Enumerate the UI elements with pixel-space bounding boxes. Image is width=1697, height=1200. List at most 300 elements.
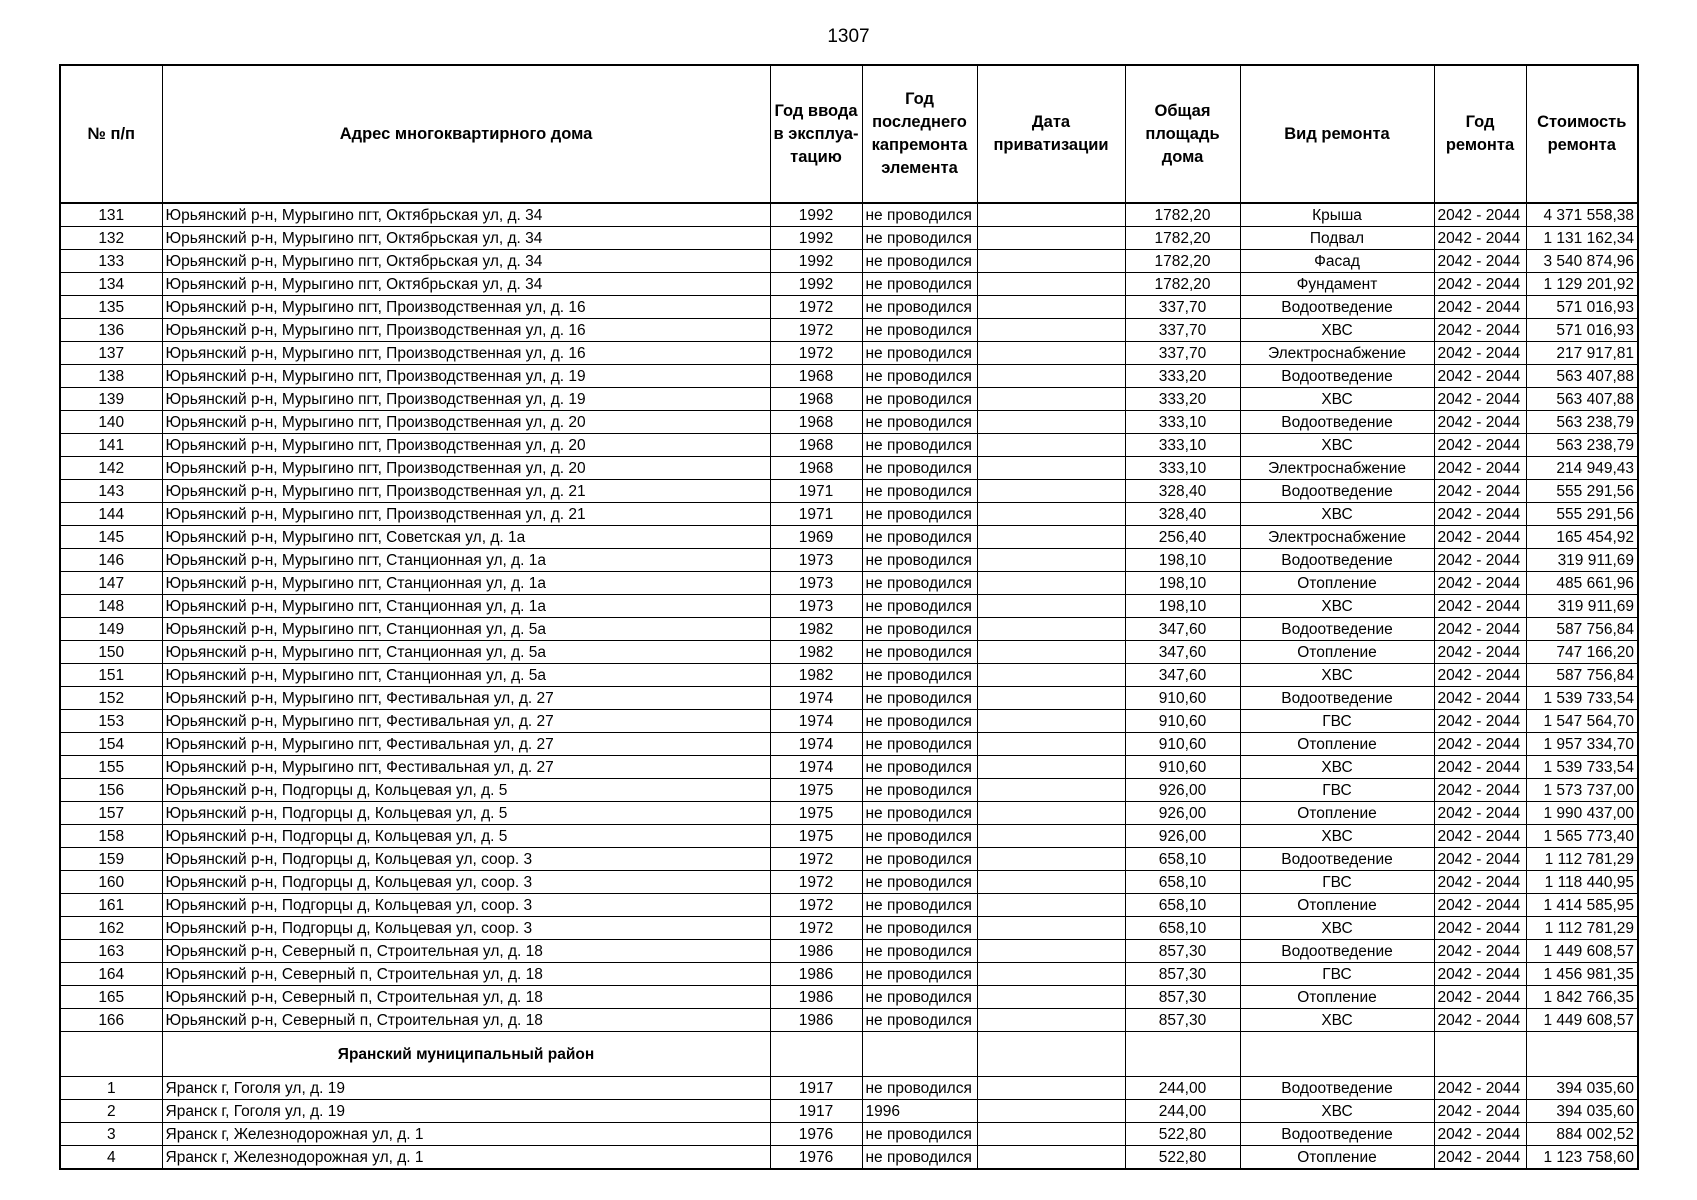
cell-cost: 1 123 758,60 (1526, 1146, 1638, 1170)
cell-privatization (977, 687, 1125, 710)
cell-area: 1782,20 (1125, 250, 1240, 273)
cell-year-built: 1972 (770, 319, 862, 342)
table-row (60, 457, 1638, 480)
table-row (60, 296, 1638, 319)
section-cell-empty (770, 1032, 862, 1077)
cell-num: 150 (60, 641, 162, 664)
cell-num: 152 (60, 687, 162, 710)
cell-year-built: 1973 (770, 595, 862, 618)
cell-privatization (977, 526, 1125, 549)
cell-last-repair: не проводился (862, 687, 977, 710)
cell-last-repair: не проводился (862, 319, 977, 342)
cell-year-built: 1982 (770, 664, 862, 687)
cell-area: 658,10 (1125, 848, 1240, 871)
cell-area: 857,30 (1125, 1009, 1240, 1032)
cell-num: 146 (60, 549, 162, 572)
cell-repair-year: 2042 - 2044 (1434, 825, 1526, 848)
cell-cost: 1 539 733,54 (1526, 756, 1638, 779)
cell-cost: 1 112 781,29 (1526, 917, 1638, 940)
cell-area: 244,00 (1125, 1100, 1240, 1123)
cell-repair-year: 2042 - 2044 (1434, 1009, 1526, 1032)
cell-repair-type: Водоотведение (1240, 848, 1434, 871)
section-cell-empty (862, 1032, 977, 1077)
table-row (60, 273, 1638, 296)
cell-address: Юрьянский р-н, Северный п, Строительная ул, д. 18 (162, 1009, 770, 1032)
cell-last-repair: не проводился (862, 549, 977, 572)
cell-privatization (977, 457, 1125, 480)
cell-cost: 563 407,88 (1526, 365, 1638, 388)
cell-address: Юрьянский р-н, Мурыгино пгт, Октябрьская ул, д. 34 (162, 227, 770, 250)
cell-area: 658,10 (1125, 917, 1240, 940)
cell-year-built: 1974 (770, 710, 862, 733)
cell-last-repair: не проводился (862, 227, 977, 250)
cell-address: Юрьянский р-н, Мурыгино пгт, Советская ул, д. 1а (162, 526, 770, 549)
cell-num: 134 (60, 273, 162, 296)
cell-privatization (977, 203, 1125, 227)
cell-area: 857,30 (1125, 963, 1240, 986)
cell-address: Юрьянский р-н, Мурыгино пгт, Станционная ул, д. 1а (162, 595, 770, 618)
cell-address: Юрьянский р-н, Мурыгино пгт, Производственная ул, д. 16 (162, 319, 770, 342)
cell-year-built: 1972 (770, 917, 862, 940)
cell-address: Юрьянский р-н, Подгорцы д, Кольцевая ул, д. 5 (162, 779, 770, 802)
table-row (60, 618, 1638, 641)
cell-repair-type: ХВС (1240, 756, 1434, 779)
cell-cost: 555 291,56 (1526, 503, 1638, 526)
cell-privatization (977, 227, 1125, 250)
cell-area: 926,00 (1125, 779, 1240, 802)
cell-privatization (977, 296, 1125, 319)
cell-repair-year: 2042 - 2044 (1434, 319, 1526, 342)
cell-cost: 1 456 981,35 (1526, 963, 1638, 986)
cell-cost: 563 407,88 (1526, 388, 1638, 411)
section-cell-empty (1125, 1032, 1240, 1077)
section-cell-empty (1434, 1032, 1526, 1077)
cell-repair-year: 2042 - 2044 (1434, 1077, 1526, 1100)
table-row (60, 963, 1638, 986)
cell-privatization (977, 825, 1125, 848)
section-cell-empty (1526, 1032, 1638, 1077)
cell-area: 333,10 (1125, 457, 1240, 480)
cell-last-repair: не проводился (862, 457, 977, 480)
cell-year-built: 1992 (770, 227, 862, 250)
cell-repair-year: 2042 - 2044 (1434, 595, 1526, 618)
cell-repair-type: Водоотведение (1240, 296, 1434, 319)
cell-repair-year: 2042 - 2044 (1434, 250, 1526, 273)
cell-year-built: 1976 (770, 1146, 862, 1170)
cell-year-built: 1972 (770, 848, 862, 871)
cell-privatization (977, 733, 1125, 756)
cell-num: 4 (60, 1146, 162, 1170)
cell-cost: 587 756,84 (1526, 664, 1638, 687)
cell-area: 198,10 (1125, 549, 1240, 572)
table-row (60, 641, 1638, 664)
cell-privatization (977, 411, 1125, 434)
cell-repair-year: 2042 - 2044 (1434, 986, 1526, 1009)
cell-year-built: 1982 (770, 618, 862, 641)
cell-last-repair: не проводился (862, 871, 977, 894)
cell-num: 139 (60, 388, 162, 411)
cell-last-repair: не проводился (862, 986, 977, 1009)
cell-area: 198,10 (1125, 595, 1240, 618)
cell-repair-type: ГВС (1240, 710, 1434, 733)
cell-year-built: 1972 (770, 871, 862, 894)
cell-year-built: 1972 (770, 296, 862, 319)
cell-address: Юрьянский р-н, Северный п, Строительная ул, д. 18 (162, 963, 770, 986)
cell-repair-year: 2042 - 2044 (1434, 894, 1526, 917)
cell-num: 143 (60, 480, 162, 503)
cell-cost: 1 118 440,95 (1526, 871, 1638, 894)
cell-repair-type: ГВС (1240, 871, 1434, 894)
cell-area: 333,20 (1125, 388, 1240, 411)
cell-cost: 3 540 874,96 (1526, 250, 1638, 273)
cell-privatization (977, 664, 1125, 687)
cell-last-repair: не проводился (862, 756, 977, 779)
col-header-last-repair: Год последнего капремонта элемента (862, 65, 977, 203)
table-row (60, 434, 1638, 457)
cell-num: 154 (60, 733, 162, 756)
cell-repair-type: ХВС (1240, 917, 1434, 940)
cell-num: 166 (60, 1009, 162, 1032)
cell-repair-year: 2042 - 2044 (1434, 618, 1526, 641)
cell-year-built: 1917 (770, 1077, 862, 1100)
cell-address: Юрьянский р-н, Мурыгино пгт, Станционная ул, д. 1а (162, 572, 770, 595)
cell-area: 333,20 (1125, 365, 1240, 388)
table-row (60, 940, 1638, 963)
cell-last-repair: не проводился (862, 411, 977, 434)
cell-address: Юрьянский р-н, Мурыгино пгт, Станционная ул, д. 5а (162, 641, 770, 664)
cell-repair-year: 2042 - 2044 (1434, 940, 1526, 963)
cell-area: 926,00 (1125, 802, 1240, 825)
cell-address: Юрьянский р-н, Мурыгино пгт, Октябрьская ул, д. 34 (162, 250, 770, 273)
col-header-address: Адрес многоквартирного дома (162, 65, 770, 203)
cell-repair-year: 2042 - 2044 (1434, 434, 1526, 457)
table-row (60, 365, 1638, 388)
table-row (60, 480, 1638, 503)
cell-area: 1782,20 (1125, 273, 1240, 296)
cell-area: 658,10 (1125, 894, 1240, 917)
cell-address: Юрьянский р-н, Мурыгино пгт, Фестивальная ул, д. 27 (162, 733, 770, 756)
table-row (60, 1100, 1638, 1123)
cell-year-built: 1975 (770, 779, 862, 802)
cell-address: Юрьянский р-н, Мурыгино пгт, Станционная ул, д. 5а (162, 664, 770, 687)
cell-last-repair: не проводился (862, 917, 977, 940)
cell-repair-type: ХВС (1240, 503, 1434, 526)
cell-area: 347,60 (1125, 641, 1240, 664)
cell-privatization (977, 1077, 1125, 1100)
col-header-year-built: Год ввода в эксплуа-тацию (770, 65, 862, 203)
col-header-repair-type: Вид ремонта (1240, 65, 1434, 203)
cell-year-built: 1968 (770, 365, 862, 388)
cell-num: 144 (60, 503, 162, 526)
cell-repair-type: Водоотведение (1240, 1077, 1434, 1100)
table-row (60, 388, 1638, 411)
cell-last-repair: не проводился (862, 779, 977, 802)
cell-repair-type: Отопление (1240, 1146, 1434, 1170)
cell-cost: 1 449 608,57 (1526, 1009, 1638, 1032)
cell-cost: 1 990 437,00 (1526, 802, 1638, 825)
cell-privatization (977, 802, 1125, 825)
cell-area: 926,00 (1125, 825, 1240, 848)
cell-address: Юрьянский р-н, Мурыгино пгт, Фестивальная ул, д. 27 (162, 710, 770, 733)
cell-privatization (977, 572, 1125, 595)
cell-address: Юрьянский р-н, Мурыгино пгт, Октябрьская ул, д. 34 (162, 273, 770, 296)
cell-address: Яранск г, Железнодорожная ул, д. 1 (162, 1123, 770, 1146)
table-row (60, 503, 1638, 526)
cell-address: Яранск г, Железнодорожная ул, д. 1 (162, 1146, 770, 1170)
table-row (60, 411, 1638, 434)
cell-num: 131 (60, 203, 162, 227)
cell-privatization (977, 871, 1125, 894)
cell-area: 522,80 (1125, 1146, 1240, 1170)
cell-address: Юрьянский р-н, Мурыгино пгт, Производственная ул, д. 20 (162, 434, 770, 457)
table-row (60, 1077, 1638, 1100)
cell-last-repair: не проводился (862, 848, 977, 871)
cell-cost: 319 911,69 (1526, 595, 1638, 618)
cell-privatization (977, 342, 1125, 365)
cell-num: 159 (60, 848, 162, 871)
cell-cost: 884 002,52 (1526, 1123, 1638, 1146)
table-row (60, 917, 1638, 940)
cell-repair-type: Отопление (1240, 572, 1434, 595)
cell-area: 910,60 (1125, 756, 1240, 779)
cell-repair-type: ХВС (1240, 664, 1434, 687)
cell-cost: 217 917,81 (1526, 342, 1638, 365)
cell-year-built: 1982 (770, 641, 862, 664)
cell-address: Юрьянский р-н, Мурыгино пгт, Станционная ул, д. 5а (162, 618, 770, 641)
cell-cost: 571 016,93 (1526, 296, 1638, 319)
cell-last-repair: не проводился (862, 940, 977, 963)
cell-last-repair: не проводился (862, 342, 977, 365)
cell-last-repair: не проводился (862, 250, 977, 273)
cell-privatization (977, 779, 1125, 802)
cell-address: Юрьянский р-н, Мурыгино пгт, Производственная ул, д. 19 (162, 388, 770, 411)
cell-repair-type: Отопление (1240, 733, 1434, 756)
cell-privatization (977, 388, 1125, 411)
cell-cost: 1 131 162,34 (1526, 227, 1638, 250)
cell-privatization (977, 917, 1125, 940)
table-row (60, 871, 1638, 894)
cell-num: 161 (60, 894, 162, 917)
cell-repair-year: 2042 - 2044 (1434, 710, 1526, 733)
cell-cost: 1 112 781,29 (1526, 848, 1638, 871)
cell-last-repair: не проводился (862, 825, 977, 848)
cell-year-built: 1986 (770, 940, 862, 963)
cell-area: 1782,20 (1125, 203, 1240, 227)
cell-cost: 1 449 608,57 (1526, 940, 1638, 963)
table-row (60, 848, 1638, 871)
cell-last-repair: не проводился (862, 664, 977, 687)
cell-area: 857,30 (1125, 986, 1240, 1009)
cell-address: Юрьянский р-н, Подгорцы д, Кольцевая ул, соор. 3 (162, 848, 770, 871)
cell-repair-year: 2042 - 2044 (1434, 756, 1526, 779)
cell-area: 244,00 (1125, 1077, 1240, 1100)
cell-repair-year: 2042 - 2044 (1434, 1100, 1526, 1123)
cell-year-built: 1969 (770, 526, 862, 549)
cell-year-built: 1986 (770, 1009, 862, 1032)
table-row (60, 1009, 1638, 1032)
cell-repair-type: Водоотведение (1240, 365, 1434, 388)
cell-year-built: 1992 (770, 250, 862, 273)
cell-cost: 1 573 737,00 (1526, 779, 1638, 802)
cell-address: Юрьянский р-н, Мурыгино пгт, Производственная ул, д. 21 (162, 480, 770, 503)
cell-last-repair: не проводился (862, 802, 977, 825)
table-row (60, 342, 1638, 365)
cell-cost: 319 911,69 (1526, 549, 1638, 572)
cell-cost: 1 565 773,40 (1526, 825, 1638, 848)
cell-address: Юрьянский р-н, Мурыгино пгт, Производственная ул, д. 19 (162, 365, 770, 388)
cell-privatization (977, 480, 1125, 503)
cell-last-repair: не проводился (862, 365, 977, 388)
cell-year-built: 1992 (770, 203, 862, 227)
header-row (60, 65, 1638, 203)
cell-address: Юрьянский р-н, Подгорцы д, Кольцевая ул, д. 5 (162, 802, 770, 825)
cell-cost: 165 454,92 (1526, 526, 1638, 549)
col-header-num: № п/п (60, 65, 162, 203)
cell-last-repair: не проводился (862, 894, 977, 917)
cell-num: 140 (60, 411, 162, 434)
cell-privatization (977, 986, 1125, 1009)
cell-last-repair: не проводился (862, 733, 977, 756)
cell-area: 333,10 (1125, 434, 1240, 457)
cell-area: 658,10 (1125, 871, 1240, 894)
table-row (60, 227, 1638, 250)
cell-cost: 4 371 558,38 (1526, 203, 1638, 227)
cell-year-built: 1986 (770, 986, 862, 1009)
cell-privatization (977, 894, 1125, 917)
cell-area: 333,10 (1125, 411, 1240, 434)
cell-privatization (977, 273, 1125, 296)
cell-area: 522,80 (1125, 1123, 1240, 1146)
cell-repair-year: 2042 - 2044 (1434, 963, 1526, 986)
cell-num: 142 (60, 457, 162, 480)
cell-num: 158 (60, 825, 162, 848)
cell-repair-year: 2042 - 2044 (1434, 365, 1526, 388)
cell-num: 151 (60, 664, 162, 687)
cell-repair-type: ГВС (1240, 963, 1434, 986)
table-row (60, 687, 1638, 710)
cell-num: 137 (60, 342, 162, 365)
cell-year-built: 1973 (770, 572, 862, 595)
cell-year-built: 1968 (770, 388, 862, 411)
cell-repair-type: Отопление (1240, 641, 1434, 664)
cell-year-built: 1976 (770, 1123, 862, 1146)
table-row (60, 802, 1638, 825)
cell-repair-type: Водоотведение (1240, 1123, 1434, 1146)
cell-num: 2 (60, 1100, 162, 1123)
cell-privatization (977, 848, 1125, 871)
cell-year-built: 1974 (770, 733, 862, 756)
table-row (60, 756, 1638, 779)
cell-last-repair: не проводился (862, 1077, 977, 1100)
cell-last-repair: не проводился (862, 963, 977, 986)
cell-year-built: 1972 (770, 342, 862, 365)
section-cell-empty (60, 1032, 162, 1077)
cell-privatization (977, 434, 1125, 457)
cell-last-repair: не проводился (862, 1146, 977, 1170)
cell-repair-type: Отопление (1240, 802, 1434, 825)
cell-repair-year: 2042 - 2044 (1434, 388, 1526, 411)
cell-address: Юрьянский р-н, Мурыгино пгт, Производственная ул, д. 20 (162, 411, 770, 434)
cell-address: Яранск г, Гоголя ул, д. 19 (162, 1100, 770, 1123)
cell-address: Юрьянский р-н, Мурыгино пгт, Производственная ул, д. 16 (162, 342, 770, 365)
cell-last-repair: 1996 (862, 1100, 977, 1123)
cell-area: 857,30 (1125, 940, 1240, 963)
cell-address: Юрьянский р-н, Подгорцы д, Кольцевая ул, соор. 3 (162, 871, 770, 894)
cell-repair-type: ХВС (1240, 319, 1434, 342)
cell-privatization (977, 756, 1125, 779)
cell-year-built: 1968 (770, 411, 862, 434)
cell-num: 138 (60, 365, 162, 388)
cell-cost: 747 166,20 (1526, 641, 1638, 664)
cell-repair-year: 2042 - 2044 (1434, 411, 1526, 434)
cell-year-built: 1975 (770, 825, 862, 848)
cell-repair-type: Водоотведение (1240, 549, 1434, 572)
cell-privatization (977, 641, 1125, 664)
cell-repair-type: Электроснабжение (1240, 457, 1434, 480)
cell-repair-type: Отопление (1240, 894, 1434, 917)
cell-cost: 563 238,79 (1526, 434, 1638, 457)
cell-year-built: 1986 (770, 963, 862, 986)
cell-address: Юрьянский р-н, Подгорцы д, Кольцевая ул, соор. 3 (162, 894, 770, 917)
cell-cost: 1 842 766,35 (1526, 986, 1638, 1009)
section-title: Яранский муниципальный район (162, 1032, 770, 1077)
cell-repair-year: 2042 - 2044 (1434, 802, 1526, 825)
cell-repair-year: 2042 - 2044 (1434, 296, 1526, 319)
cell-repair-year: 2042 - 2044 (1434, 687, 1526, 710)
cell-repair-year: 2042 - 2044 (1434, 848, 1526, 871)
cell-privatization (977, 1009, 1125, 1032)
cell-last-repair: не проводился (862, 434, 977, 457)
cell-num: 141 (60, 434, 162, 457)
cell-cost: 1 414 585,95 (1526, 894, 1638, 917)
cell-repair-year: 2042 - 2044 (1434, 1146, 1526, 1170)
cell-address: Юрьянский р-н, Мурыгино пгт, Производственная ул, д. 20 (162, 457, 770, 480)
cell-repair-type: ХВС (1240, 1009, 1434, 1032)
cell-cost: 1 547 564,70 (1526, 710, 1638, 733)
cell-address: Юрьянский р-н, Мурыгино пгт, Станционная ул, д. 1а (162, 549, 770, 572)
cell-repair-year: 2042 - 2044 (1434, 342, 1526, 365)
cell-num: 162 (60, 917, 162, 940)
cell-area: 337,70 (1125, 296, 1240, 319)
table-row (60, 250, 1638, 273)
cell-num: 147 (60, 572, 162, 595)
cell-repair-year: 2042 - 2044 (1434, 480, 1526, 503)
col-header-privatization: Дата приватизации (977, 65, 1125, 203)
cell-address: Юрьянский р-н, Мурыгино пгт, Производственная ул, д. 21 (162, 503, 770, 526)
cell-area: 910,60 (1125, 710, 1240, 733)
cell-repair-year: 2042 - 2044 (1434, 526, 1526, 549)
cell-privatization (977, 618, 1125, 641)
cell-repair-year: 2042 - 2044 (1434, 733, 1526, 756)
cell-area: 337,70 (1125, 342, 1240, 365)
table-row (60, 733, 1638, 756)
cell-repair-year: 2042 - 2044 (1434, 917, 1526, 940)
cell-address: Юрьянский р-н, Северный п, Строительная ул, д. 18 (162, 986, 770, 1009)
cell-address: Юрьянский р-н, Северный п, Строительная ул, д. 18 (162, 940, 770, 963)
cell-privatization (977, 319, 1125, 342)
cell-area: 328,40 (1125, 480, 1240, 503)
cell-repair-type: ХВС (1240, 825, 1434, 848)
cell-privatization (977, 1146, 1125, 1170)
page-number: 1307 (827, 26, 870, 47)
cell-area: 256,40 (1125, 526, 1240, 549)
cell-privatization (977, 595, 1125, 618)
table-row (60, 549, 1638, 572)
table-row (60, 319, 1638, 342)
table-row (60, 710, 1638, 733)
cell-num: 165 (60, 986, 162, 1009)
cell-num: 1 (60, 1077, 162, 1100)
